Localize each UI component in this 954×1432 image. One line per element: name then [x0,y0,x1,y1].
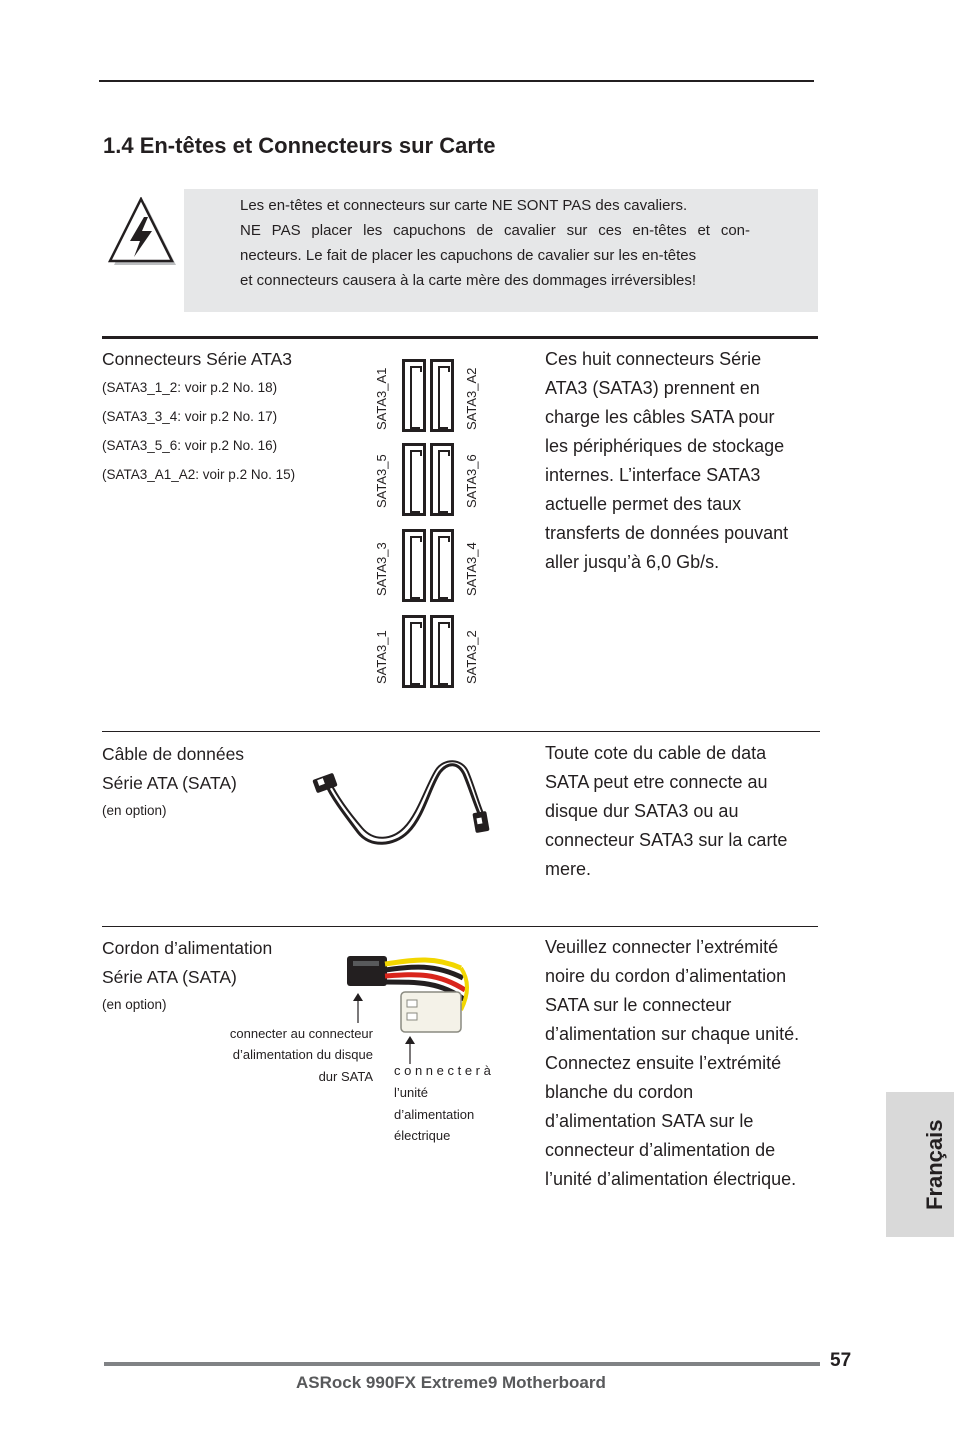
power-description-line: blanche du cordon [545,1082,694,1102]
arrow-up-icon [352,993,364,1023]
power-description-line: Veuillez connecter l’extrémité [545,937,779,957]
section-title: 1.4 En-têtes et Connecteurs sur Carte [103,133,496,158]
warning-line: necteurs. Le fait de placer les capuchons de cavalier sur les en-têtes [240,247,697,264]
power-caption-left: connecter au connecteur [229,1026,373,1041]
section-rule [102,336,818,339]
sata-port-a1 [402,359,426,432]
power-caption-right: électrique [394,1128,451,1143]
data-cable-title: Série ATA (SATA) [102,773,237,793]
sata-ref: (SATA3_3_4: voir p.2 No. 17) [102,409,278,424]
data-cable-description-line: disque dur SATA3 ou au [545,801,739,821]
data-cable-description-line: SATA peut etre connecte au [545,772,768,792]
sata-port-5 [402,443,426,516]
page-number: 57 [830,1350,852,1371]
power-caption-right: d’alimentation [394,1107,475,1122]
power-description-line: l’unité d’alimentation électrique. [545,1169,797,1189]
warning-line: Les en-têtes et connecteurs sur carte NE SONT PAS des cavaliers. [240,197,688,214]
language-tab-label: Français [922,1119,947,1210]
sata-port-2 [430,615,454,688]
warning-triangle-icon [104,197,178,269]
sata-port-1 [402,615,426,688]
sata-port-6 [430,443,454,516]
data-cable-description-line: mere. [545,859,592,879]
power-caption-right: c o n n e c t e r à [394,1063,491,1078]
sata-data-cable-image [308,758,498,850]
port-label-sata3-6: SATA3_6 [464,454,479,508]
sata-description-line: Ces huit connecteurs Série [545,349,762,369]
sata-description-line: aller jusqu’à 6,0 Gb/s. [545,552,720,572]
sata-ref: (SATA3_1_2: voir p.2 No. 18) [102,380,278,395]
power-description-line: SATA sur le connecteur [545,995,732,1015]
data-cable-option: (en option) [102,803,167,818]
power-description-line: connecteur d’alimentation de [545,1140,776,1160]
sata-ref: (SATA3_A1_A2: voir p.2 No. 15) [102,467,296,482]
data-cable-description-line: Toute cote du cable de data [545,743,767,763]
port-label-sata3-4: SATA3_4 [464,542,479,596]
sata-description-line: transferts de données pouvant [545,523,789,543]
power-caption-right: l’unité [394,1085,428,1100]
sata-description-line: charge les câbles SATA pour [545,407,775,427]
sata-description-line: internes. L’interface SATA3 [545,465,761,485]
sata-connectors-title: Connecteurs Série ATA3 [102,349,293,369]
power-cable-option: (en option) [102,997,167,1012]
sata-description-line: les périphériques de stockage [545,436,785,456]
footer-product: ASRock 990FX Extreme9 Motherboard [296,1373,606,1392]
footer-rule [104,1362,820,1366]
section-rule [102,926,818,927]
power-cable-title: Série ATA (SATA) [102,967,237,987]
power-description-line: noire du cordon d’alimentation [545,966,787,986]
power-description-line: d’alimentation sur chaque unité. [545,1024,800,1044]
port-label-sata3-3: SATA3_3 [374,542,389,596]
port-label-sata3-1: SATA3_1 [374,630,389,684]
power-description-line: Connectez ensuite l’extrémité [545,1053,782,1073]
power-description-line: d’alimentation SATA sur le [545,1111,754,1131]
port-label-sata3-a1: SATA3_A1 [374,367,389,430]
data-cable-title: Câble de données [102,744,245,764]
top-rule [99,80,814,82]
port-label-sata3-2: SATA3_2 [464,630,479,684]
data-cable-description-line: connecteur SATA3 sur la carte [545,830,788,850]
power-caption-left: d’alimentation du disque [232,1047,373,1062]
sata-ref: (SATA3_5_6: voir p.2 No. 16) [102,438,278,453]
sata-description-line: ATA3 (SATA3) prennent en [545,378,760,398]
warning-line: et connecteurs causera à la carte mère des dommages irréversibles! [240,272,697,289]
power-caption-left: dur SATA [318,1069,373,1084]
sata-port-a2 [430,359,454,432]
sata-port-3 [402,529,426,602]
sata-description-line: actuelle permet des taux [545,494,742,514]
port-label-sata3-5: SATA3_5 [374,454,389,508]
power-cable-title: Cordon d’alimentation [102,938,273,958]
section-rule [102,731,820,732]
sata-port-4 [430,529,454,602]
port-label-sata3-a2: SATA3_A2 [464,367,479,430]
warning-line: NE PAS placer les capuchons de cavalier sur ces en-têtes et con- [240,222,750,239]
